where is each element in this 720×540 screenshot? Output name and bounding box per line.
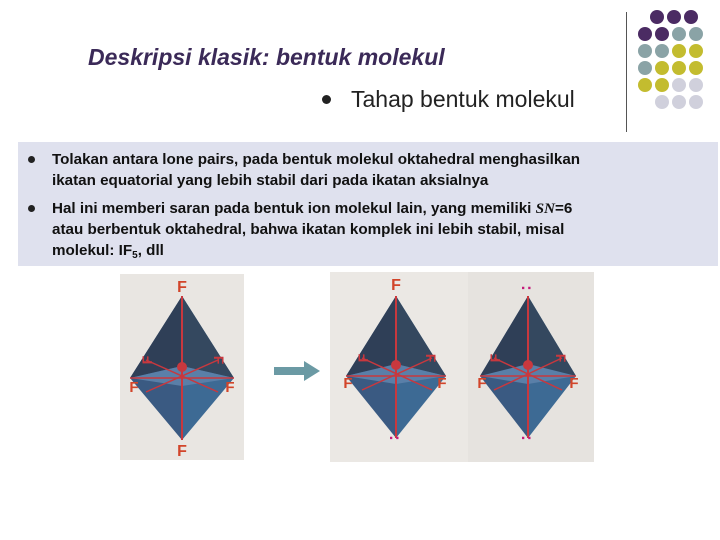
atom-label-f: F — [487, 353, 503, 363]
atom-label-f: F — [355, 353, 371, 363]
decorative-dot — [667, 10, 681, 24]
decorative-dot — [638, 27, 652, 41]
bullet-1-line-1: Tolakan antara lone pairs, pada bentuk molekul oktahedral menghasilkan — [52, 151, 581, 168]
atom-label-f: F — [437, 375, 447, 392]
bullet-2-text: Hal ini memberi saran pada bentuk ion molekul lain, yang memiliki — [52, 200, 536, 217]
bullet-text-1 — [52, 149, 714, 191]
arrow-right-icon — [274, 360, 320, 382]
decorative-dot — [638, 61, 652, 75]
atom-label-f: F — [423, 353, 439, 363]
sn-symbol: SN — [535, 200, 556, 217]
decorative-dot — [689, 78, 703, 92]
bullet-2-line-1 — [52, 198, 714, 219]
decorative-dot — [684, 10, 698, 24]
bullet-icon — [28, 156, 35, 163]
central-atom — [391, 360, 401, 370]
decorative-dot — [672, 44, 686, 58]
bullet-1-line-2: ikatan equatorial yang lebih stabil dari pada ikatan aksialnya — [52, 172, 489, 189]
decorative-dot — [689, 44, 703, 58]
atom-label-f: F — [569, 375, 579, 392]
central-atom — [177, 362, 187, 372]
lone-pair: : — [386, 435, 405, 441]
atom-label-f: F — [129, 379, 139, 396]
decorative-dot — [650, 10, 664, 24]
atom-label-f: F — [225, 379, 235, 396]
decorative-dot — [655, 27, 669, 41]
central-atom — [523, 360, 533, 370]
bullet-text-2 — [52, 198, 714, 266]
atom-label-f: F — [139, 355, 155, 365]
decorative-dot — [638, 78, 652, 92]
lone-pair: : — [518, 435, 537, 441]
slide-subtitle: Tahap bentuk molekul — [351, 86, 575, 112]
atom-label-f: F — [211, 355, 227, 365]
bullet-icon — [28, 205, 35, 212]
formula-subscript: 5 — [132, 250, 138, 261]
decorative-dot — [672, 95, 686, 109]
atom-label-f: F — [391, 277, 401, 294]
decorative-dot — [672, 27, 686, 41]
decorative-dot — [689, 61, 703, 75]
bullet-icon — [322, 95, 331, 104]
lone-pair: : — [518, 285, 537, 291]
decorative-dot — [672, 61, 686, 75]
decorative-dot — [655, 61, 669, 75]
decorative-dot — [638, 44, 652, 58]
sn-value: =6 — [555, 200, 573, 217]
formula-suffix: , dll — [137, 242, 164, 259]
atom-label-f: F — [553, 353, 569, 363]
decorative-dot — [655, 95, 669, 109]
bullet-2-line-3 — [52, 240, 714, 266]
decorative-dot — [672, 78, 686, 92]
subtitle-row — [322, 86, 575, 113]
decorative-dot — [655, 78, 669, 92]
formula-text: molekul: IF — [52, 242, 133, 259]
atom-label-f: F — [177, 443, 187, 460]
content-textbox — [18, 142, 718, 266]
vertical-divider — [626, 12, 627, 132]
octahedron-panel-1 — [120, 274, 244, 460]
arrow-head — [304, 361, 320, 381]
decorative-dot — [689, 95, 703, 109]
bullet-2-line-2: atau berbentuk oktahedral, bahwa ikatan komplek ini lebih stabil, misal — [52, 221, 565, 238]
slide-title: Deskripsi klasik: bentuk molekul — [88, 44, 445, 70]
atom-label-f: F — [177, 279, 187, 296]
decorative-dot — [689, 27, 703, 41]
atom-label-f: F — [477, 375, 487, 392]
octahedron-panel-2 — [330, 272, 594, 462]
arrow-shaft — [274, 367, 304, 375]
atom-label-f: F — [343, 375, 353, 392]
decorative-dot — [655, 44, 669, 58]
